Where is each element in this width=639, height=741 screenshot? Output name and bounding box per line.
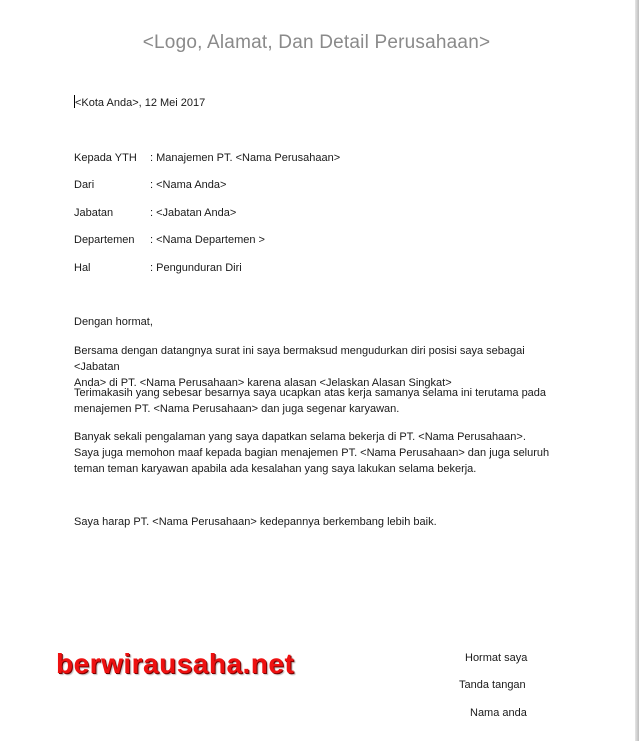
paragraph-thanks bbox=[74, 385, 566, 417]
date-text: <Kota Anda>, 12 Mei 2017 bbox=[75, 97, 206, 109]
signature-label: Tanda tangan bbox=[459, 679, 526, 691]
field-value: : Pengunduran Diri bbox=[150, 262, 242, 274]
salutation: Dengan hormat, bbox=[74, 316, 153, 328]
signer-name: Nama anda bbox=[470, 707, 527, 719]
field-label: Dari bbox=[74, 179, 95, 191]
paragraph-line: Anda> di PT. <Nama Perusahaan> karena alasan <Jelaskan Alasan Singkat> bbox=[74, 377, 452, 389]
paragraph-resignation bbox=[74, 343, 566, 391]
field-label: Jabatan bbox=[74, 207, 114, 219]
paragraph-closing-hope bbox=[74, 514, 566, 530]
paragraph-apology bbox=[74, 429, 566, 477]
paragraph-line: Bersama dengan datangnya surat ini saya bermaksud mengudurkan diri posisi saya sebagai <Jabatan bbox=[74, 345, 525, 373]
paragraph-line: Saya harap PT. <Nama Perusahaan> kedepannya berkembang lebih baik. bbox=[74, 516, 437, 528]
paragraph-line: Saya juga memohon maaf kepada bagian menajemen PT. <Nama Perusahaan> dan juga seluruh bbox=[74, 447, 550, 459]
field-value: : <Jabatan Anda> bbox=[150, 207, 237, 219]
paragraph-line: menajemen PT. <Nama Perusahaan> dan juga segenar karyawan. bbox=[74, 403, 400, 415]
field-value: : Manajemen PT. <Nama Perusahaan> bbox=[150, 152, 341, 164]
field-label: Kepada YTH bbox=[74, 152, 137, 164]
watermark-logo: berwirausaha.net bbox=[56, 648, 295, 679]
field-value: : <Nama Departemen > bbox=[150, 234, 265, 246]
field-label: Hal bbox=[74, 262, 91, 274]
page-edge bbox=[635, 0, 639, 741]
date-line bbox=[74, 95, 205, 111]
paragraph-line: teman teman karyawan apabila ada kesalahan yang saya lakukan selama bekerja. bbox=[74, 463, 477, 475]
field-label: Departemen bbox=[74, 234, 135, 246]
company-header-placeholder: <Logo, Alamat, Dan Detail Perusahaan> bbox=[142, 32, 491, 53]
paragraph-line: Banyak sekali pengalaman yang saya dapatkan selama bekerja di PT. <Nama Perusahaan>. bbox=[74, 431, 526, 443]
field-value: : <Nama Anda> bbox=[150, 179, 227, 191]
paragraph-line: Terimakasih yang sebesar besarnya saya ucapkan atas kerja samanya selama ini terutama pada bbox=[74, 387, 547, 399]
closing-text: Hormat saya bbox=[465, 652, 528, 664]
